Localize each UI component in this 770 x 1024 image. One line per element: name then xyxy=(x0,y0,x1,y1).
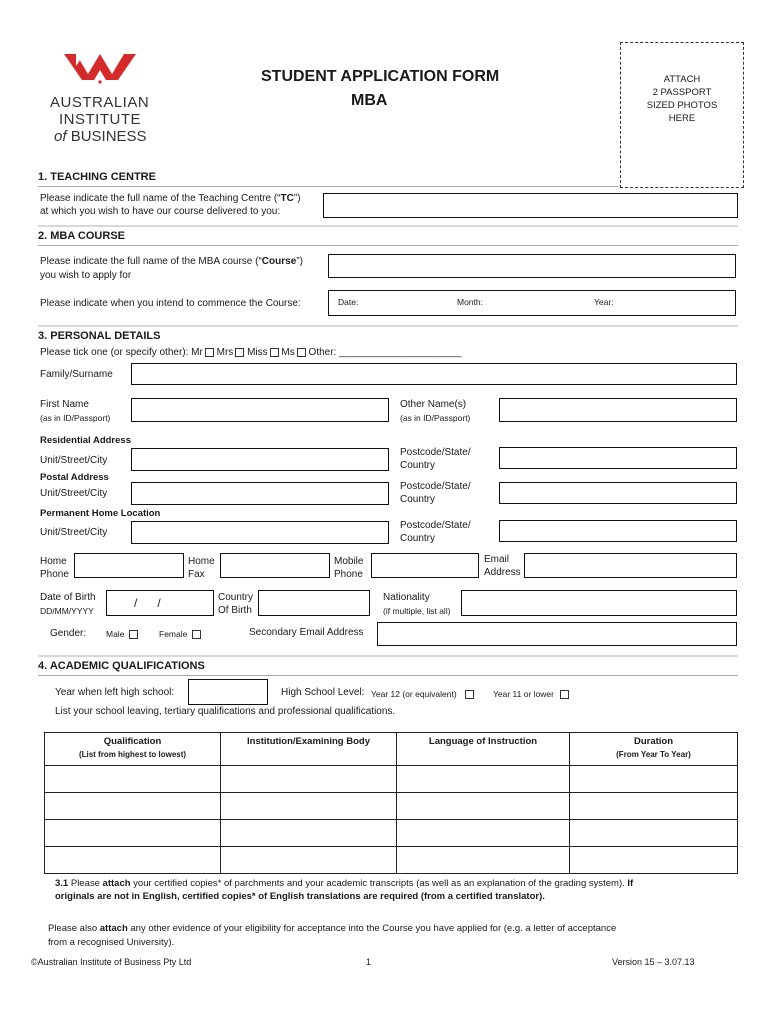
other-title-label: Other: ______________________ xyxy=(308,347,462,358)
course-field[interactable] xyxy=(328,254,736,278)
table-cell[interactable] xyxy=(221,847,397,874)
residential-address-field[interactable] xyxy=(131,448,389,471)
commence-year-label: Year: xyxy=(594,297,614,307)
section-4-rule xyxy=(38,675,738,676)
col-duration xyxy=(570,733,738,766)
logo-of: of xyxy=(54,128,67,145)
ms-label: Ms xyxy=(281,347,295,358)
note-31-line1 xyxy=(55,878,633,890)
y11-checkbox[interactable] xyxy=(560,690,569,699)
first-name-field[interactable] xyxy=(131,398,389,422)
also-b: attach xyxy=(99,923,128,934)
logo-text-2: INSTITUTE xyxy=(59,111,141,128)
col-language-title: Language of Instruction xyxy=(428,736,538,747)
mrs-checkbox[interactable] xyxy=(235,348,244,357)
permanent-pc-b: Country xyxy=(400,533,436,544)
nationality-sub: (if multiple, list all) xyxy=(383,606,451,616)
qualifications-table xyxy=(44,732,738,874)
first-name-sub: (as in ID/Passport) xyxy=(40,413,111,423)
commence-field[interactable] xyxy=(328,290,736,316)
tc-prompt-c: ”) xyxy=(293,193,301,204)
note-31-d: If xyxy=(627,878,634,889)
note-31-a: Please xyxy=(68,878,103,889)
y12-option xyxy=(371,688,474,700)
form-title: STUDENT APPLICATION FORM xyxy=(261,68,500,85)
postal-heading: Postal Address xyxy=(40,472,109,483)
course-prompt-b: Course xyxy=(261,256,297,267)
dob-slashes: / / xyxy=(134,596,161,610)
course-prompt-a: Please indicate the full name of the MBA course (“ xyxy=(40,256,262,267)
section-2-heading: 2. MBA COURSE xyxy=(38,230,125,242)
teaching-centre-field[interactable] xyxy=(323,193,738,218)
footer-page-number: 1 xyxy=(366,957,372,967)
commence-date-label: Date: xyxy=(338,297,359,307)
home-phone-label-1: Home xyxy=(40,556,67,567)
postal-pc-a: Postcode/State/ xyxy=(400,481,471,492)
table-cell[interactable] xyxy=(570,820,738,847)
table-cell[interactable] xyxy=(45,820,221,847)
miss-label: Miss xyxy=(247,347,268,358)
other-names-sub: (as in ID/Passport) xyxy=(400,413,471,423)
nationality-field[interactable] xyxy=(461,590,737,616)
male-label: Male xyxy=(106,629,125,639)
course-prompt-c: ”) xyxy=(296,256,303,267)
female-label: Female xyxy=(159,629,188,639)
home-phone-field[interactable] xyxy=(74,553,184,578)
table-cell[interactable] xyxy=(221,766,397,793)
mrs-label: Mrs xyxy=(216,347,234,358)
dob-format: DD/MM/YYYY xyxy=(40,606,94,616)
mobile-field[interactable] xyxy=(371,553,479,578)
other-names-label: Other Name(s) xyxy=(400,399,467,410)
permanent-pc-a: Postcode/State/ xyxy=(400,520,471,531)
logo-text-3 xyxy=(54,128,147,145)
course-prompt-line2: you wish to apply for xyxy=(40,270,132,281)
country-birth-label-2: Of Birth xyxy=(218,605,252,616)
table-cell[interactable] xyxy=(570,766,738,793)
photo-line-4: HERE xyxy=(668,113,696,124)
email-label-1: Email xyxy=(484,554,510,565)
section-3-heading: 3. PERSONAL DETAILS xyxy=(38,330,161,342)
female-checkbox[interactable] xyxy=(192,630,201,639)
home-fax-label-2: Fax xyxy=(188,569,205,580)
note-31-num: 3.1 xyxy=(55,878,69,889)
col-institution-title: Institution/Examining Body xyxy=(247,736,370,747)
female-option xyxy=(159,628,201,640)
also-line1 xyxy=(48,923,616,935)
col-duration-title: Duration xyxy=(633,736,674,747)
table-row xyxy=(45,793,738,820)
also-line2: from a recognised University). xyxy=(48,937,175,948)
mobile-label-2: Phone xyxy=(334,569,363,580)
male-option xyxy=(106,628,138,640)
form-subtitle: MBA xyxy=(351,92,388,109)
nationality-label: Nationality xyxy=(383,592,430,603)
col-duration-sub: (From Year To Year) xyxy=(616,750,691,759)
section-1-rule xyxy=(38,186,618,187)
photo-line-3: SIZED PHOTOS xyxy=(646,100,718,111)
table-cell[interactable] xyxy=(397,847,570,874)
table-cell[interactable] xyxy=(397,766,570,793)
permanent-address-field[interactable] xyxy=(131,521,389,544)
note-31-b: attach xyxy=(102,878,131,889)
footer-version: Version 15 – 3.07.13 xyxy=(612,957,695,967)
table-cell[interactable] xyxy=(221,793,397,820)
title-prompt xyxy=(40,347,461,359)
col-qualification-title: Qualification xyxy=(103,736,162,747)
home-fax-field[interactable] xyxy=(220,553,330,578)
permanent-heading: Permanent Home Location xyxy=(40,508,161,519)
other-names-field[interactable] xyxy=(499,398,737,422)
note-31-c: your certified copies* of parchments and your academic transcripts (as well as an explanation of the grading system). xyxy=(130,878,628,889)
postal-address-field[interactable] xyxy=(131,482,389,505)
y12-label: Year 12 (or equivalent) xyxy=(371,689,457,699)
residential-unit-label: Unit/Street/City xyxy=(40,455,108,466)
first-name-label: First Name xyxy=(40,399,89,410)
y11-option xyxy=(493,688,569,700)
tc-prompt-line2: at which you wish to have our course delivered to you: xyxy=(40,206,281,217)
table-cell[interactable] xyxy=(397,793,570,820)
course-prompt-line1 xyxy=(40,256,303,268)
table-cell[interactable] xyxy=(570,793,738,820)
y12-checkbox[interactable] xyxy=(465,690,474,699)
col-qualification-sub: (List from highest to lowest) xyxy=(78,750,187,759)
residential-heading: Residential Address xyxy=(40,435,131,446)
table-row xyxy=(45,847,738,874)
miss-checkbox[interactable] xyxy=(270,348,279,357)
family-label: Family/Surname xyxy=(40,369,113,380)
commence-prompt: Please indicate when you intend to commence the Course: xyxy=(40,298,301,309)
mr-checkbox[interactable] xyxy=(205,348,214,357)
table-row xyxy=(45,766,738,793)
hs-level-label: High School Level: xyxy=(281,687,365,698)
also-c: any other evidence of your eligibility for acceptance into the Course you have applied for (e.g. a letter of acceptance xyxy=(127,923,617,934)
col-language xyxy=(397,733,570,766)
section-1-heading: 1. TEACHING CENTRE xyxy=(38,171,156,183)
secondary-email-field[interactable] xyxy=(377,622,737,646)
photo-line-2: 2 PASSPORT xyxy=(652,87,712,98)
title-prompt-text: Please tick one (or specify other): Mr xyxy=(40,347,203,358)
postal-unit-label: Unit/Street/City xyxy=(40,488,108,499)
table-cell[interactable] xyxy=(221,820,397,847)
secondary-email-label: Secondary Email Address xyxy=(249,627,364,638)
family-field[interactable] xyxy=(131,363,737,385)
home-phone-label-2: Phone xyxy=(40,569,69,580)
residential-pc-a: Postcode/State/ xyxy=(400,447,471,458)
col-institution xyxy=(221,733,397,766)
logo xyxy=(36,46,156,150)
table-header-row xyxy=(45,733,738,766)
list-note: List your school leaving, tertiary qualifications and professional qualifications. xyxy=(55,706,396,717)
logo-mark-icon xyxy=(62,46,140,84)
section-2-rule-top xyxy=(38,225,738,227)
dob-label: Date of Birth xyxy=(40,592,96,603)
postal-pc-b: Country xyxy=(400,494,436,505)
residential-pc-b: Country xyxy=(400,460,436,471)
email-field[interactable] xyxy=(524,553,737,578)
table-cell[interactable] xyxy=(570,847,738,874)
col-qualification xyxy=(45,733,221,766)
table-cell[interactable] xyxy=(397,820,570,847)
tc-prompt-line1 xyxy=(40,193,301,205)
photo-line-1: ATTACH xyxy=(663,74,701,85)
home-fax-label-1: Home xyxy=(188,556,215,567)
country-birth-field[interactable] xyxy=(258,590,370,616)
table-cell[interactable] xyxy=(45,793,221,820)
mobile-label-1: Mobile xyxy=(334,556,364,567)
postal-postcode-field[interactable] xyxy=(499,482,737,504)
table-row xyxy=(45,820,738,847)
residential-postcode-field[interactable] xyxy=(499,447,737,469)
permanent-unit-label: Unit/Street/City xyxy=(40,527,108,538)
y11-label: Year 11 or lower xyxy=(493,689,554,699)
gender-label: Gender: xyxy=(50,628,87,639)
section-2-rule xyxy=(38,245,738,246)
table-cell[interactable] xyxy=(45,766,221,793)
logo-business: BUSINESS xyxy=(70,128,147,145)
table-cell[interactable] xyxy=(45,847,221,874)
permanent-postcode-field[interactable] xyxy=(499,520,737,542)
email-label-2: Address xyxy=(484,567,521,578)
also-a: Please also xyxy=(48,923,100,934)
commence-month-label: Month: xyxy=(457,297,483,307)
tc-prompt-a: Please indicate the full name of the Teaching Centre (“ xyxy=(40,193,281,204)
note-31-line2: originals are not in English, certified copies* of English translations are required (from a certified translator). xyxy=(55,891,545,902)
photo-box xyxy=(620,42,744,188)
section-4-rule-top xyxy=(38,655,738,657)
logo-text-1: AUSTRALIAN xyxy=(50,94,150,111)
country-birth-label-1: Country xyxy=(218,592,254,603)
footer-copyright: ©Australian Institute of Business Pty Ltd xyxy=(31,957,192,967)
left-school-field[interactable] xyxy=(188,679,268,705)
left-school-label: Year when left high school: xyxy=(55,687,175,698)
section-4-heading: 4. ACADEMIC QUALIFICATIONS xyxy=(38,660,205,672)
tc-prompt-b: TC xyxy=(280,193,294,204)
ms-checkbox[interactable] xyxy=(297,348,306,357)
section-3-rule-top xyxy=(38,325,738,327)
male-checkbox[interactable] xyxy=(129,630,138,639)
